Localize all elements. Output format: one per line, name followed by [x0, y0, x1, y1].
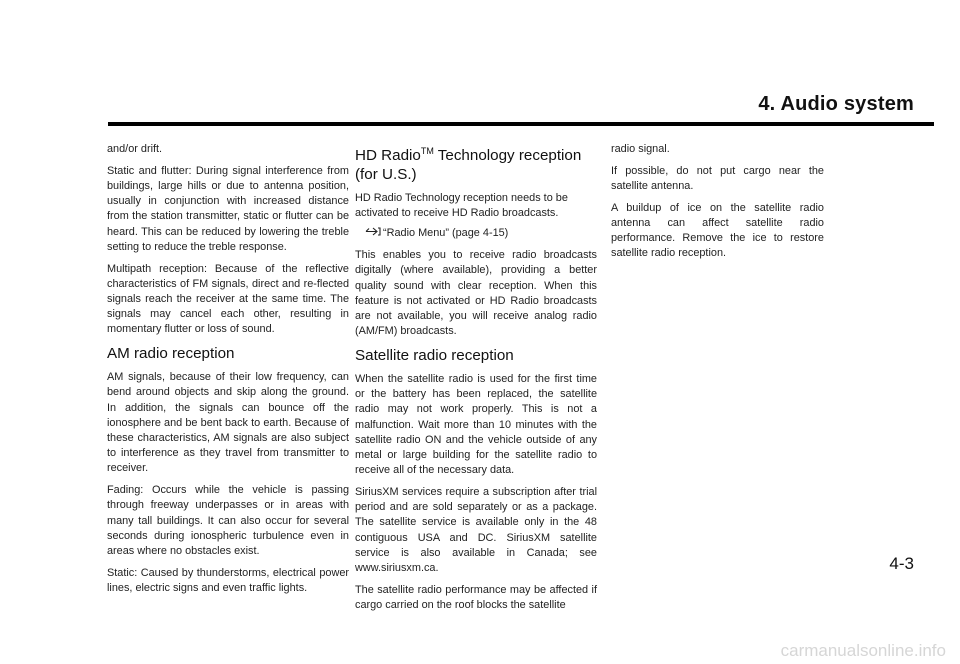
header-rule [108, 122, 934, 126]
section-heading-satellite: Satellite radio reception [355, 347, 514, 365]
column-1 [107, 142, 349, 603]
cross-reference-text[interactable]: “Radio Menu” (page 4-15) [383, 227, 509, 239]
paragraph: SiriusXM services require a subscription after trial period and are sold separately or as a package. The satellite service is available only in the 48 contiguous USA and DC. SiriusXM satellite service is also available in Canada; see www.siriusxm.ca. [355, 486, 597, 575]
heading-hd-radio-text-rest: Technology reception (for U.S.) [355, 147, 582, 183]
paragraph: If possible, do not put cargo near the satellite antenna. [611, 164, 824, 192]
paragraph: Static and flutter: During signal interference from buildings, large hills or due to antenna position, usually in conjunction with increased distance from the station transmitter, static or flutter can be heard. This can be reduced by lowering the treble setting to reduce the treble response. [107, 164, 349, 253]
paragraph: Multipath reception: Because of the reflective characteristics of FM signals, direct and re-flected signals reach the receiver at the same time. The signals may cancel each other, resulting in momentary flutter or loss of sound. [107, 262, 349, 336]
cross-reference-link[interactable] [355, 226, 597, 241]
column-2 [355, 142, 597, 620]
chapter-title: 4. Audio system [758, 93, 914, 115]
watermark: carmanualsonline.info [780, 641, 946, 660]
section-heading-hd-radio [355, 146, 597, 184]
paragraph: AM signals, because of their low frequency, can bend around objects and skip along the ground. In addition, the signals can bounce off the ionosphere and be bent back to earth. Because of these characteristics, AM signals are also subject to interference as they travel from transmitter to receiver. [107, 371, 349, 475]
reference-arrow-icon [365, 226, 381, 237]
column-3 [611, 142, 824, 268]
trademark-mark: TM [420, 146, 434, 156]
paragraph: and/or drift. [107, 143, 163, 155]
page-number: 4-3 [889, 554, 914, 573]
paragraph: The satellite radio performance may be affected if cargo carried on the roof blocks the satellite [355, 583, 597, 612]
paragraph: Fading: Occurs while the vehicle is passing through freeway underpasses or in areas with many tall buildings. It can also occur for several seconds during ionospheric turbulence even in areas where no obstacles exist. [107, 484, 349, 558]
paragraph: When the satellite radio is used for the first time or the battery has been replaced, the satellite radio may not work properly. This is not a malfunction. Wait more than 10 minutes with the satellite radio ON and the vehicle outside of any metal or large building for the satellite radio to receive all of the necessary data. [355, 373, 597, 477]
heading-hd-radio-text: HD Radio [355, 147, 421, 164]
section-heading-am: AM radio reception [107, 345, 235, 363]
paragraph: HD Radio Technology reception needs to be activated to receive HD Radio broadcasts. [355, 192, 568, 220]
paragraph: This enables you to receive radio broadcasts digitally (where available), providing a better quality sound with clear reception. When this feature is not activated or HD Radio broadcasts are not available, you will receive analog radio (AM/FM) broadcasts. [355, 249, 597, 338]
paragraph: radio signal. [611, 143, 670, 155]
paragraph: Static: Caused by thunderstorms, electrical power lines, electric signs and even traffic lights. [107, 566, 349, 595]
paragraph: A buildup of ice on the satellite radio antenna can affect satellite radio performance. Remove the ice to restore satellite radio reception. [611, 201, 824, 260]
